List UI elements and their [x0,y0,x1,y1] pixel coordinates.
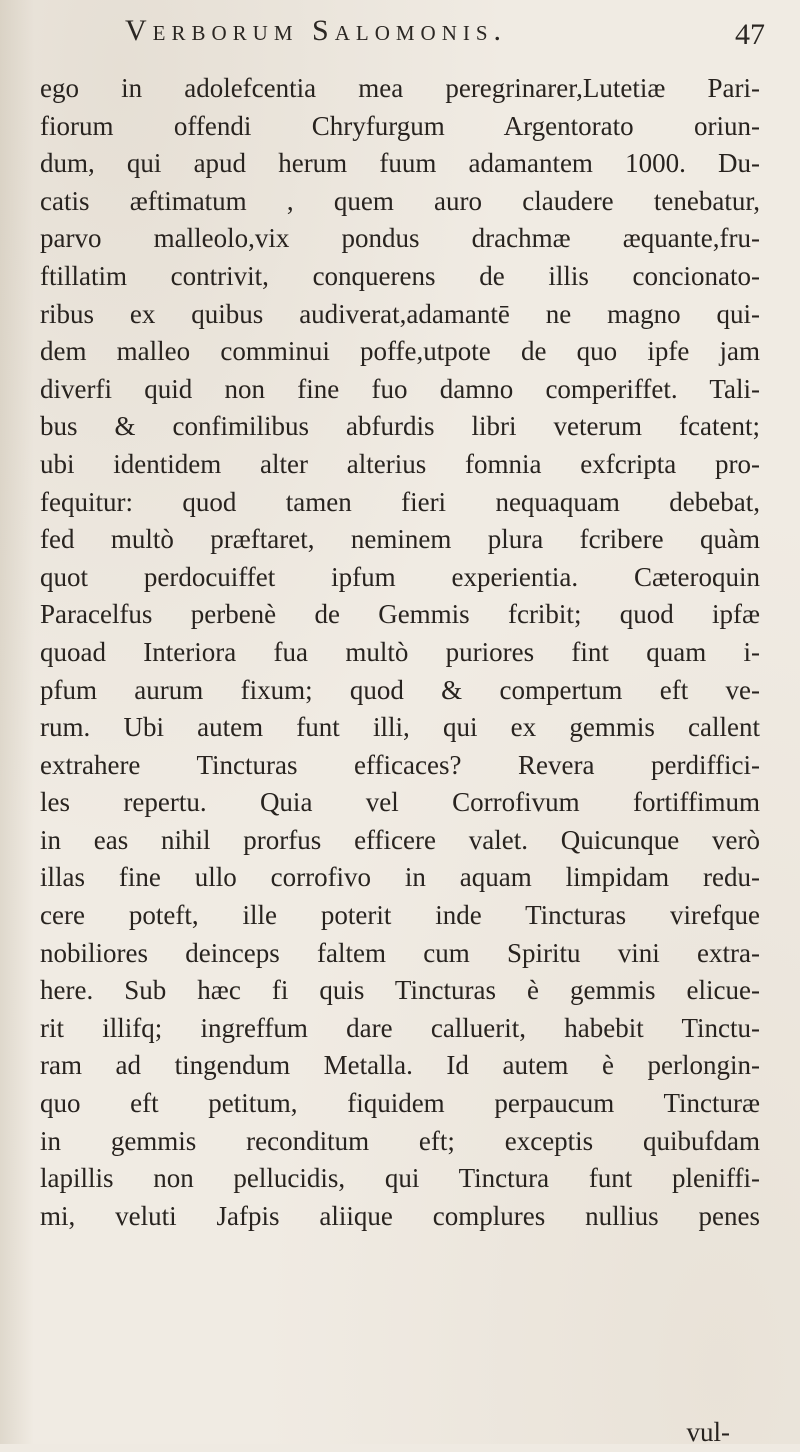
text-line: extrahere Tincturas efficaces? Revera perdiffici- [40,749,760,780]
text-line: quo eft petitum, fiquidem perpaucum Tincturæ [40,1088,760,1119]
gutter-shadow [0,0,34,1444]
text-line: fequitur: quod tamen fieri nequaquam debebat, [40,486,760,517]
text-line: cere poteft, ille poterit inde Tincturas virefque [40,900,760,931]
text-line: quot perdocuiffet ipfum experientia. Cæteroquin [40,561,760,592]
running-head: Verborum Salomonis. [125,14,508,47]
text-line: fed multò præftaret, neminem plura fcribere quàm [40,524,760,555]
page-header [125,14,765,62]
text-line: rit illifq; ingreffum dare calluerit, habebit Tinctu- [40,1012,760,1043]
page-number: 47 [735,18,765,51]
text-line: bus & confimilibus abfurdis libri veterum fcatent; [40,411,760,442]
text-line: in gemmis reconditum eft; exceptis quibufdam [40,1125,760,1156]
text-line: catis æftimatum , quem auro claudere tenebatur, [40,185,760,216]
text-line: les repertu. Quia vel Corrofivum fortiffimum [40,787,760,818]
text-line: ram ad tingendum Metalla. Id autem è perlongin- [40,1050,760,1081]
text-line: ubi identidem alter alterius fomnia exfcripta pro- [40,448,760,479]
text-line: nobiliores deinceps faltem cum Spiritu vini extra- [40,937,760,968]
text-line: illas fine ullo corrofivo in aquam limpidam redu- [40,862,760,893]
text-line: quoad Interiora fua multò puriores fint quam i- [40,636,760,667]
text-line: pfum aurum fixum; quod & compertum eft ve- [40,674,760,705]
text-line: dem malleo comminui poffe,utpote de quo ipfe jam [40,336,760,367]
text-line: Paracelfus perbenè de Gemmis fcribit; quod ipfæ [40,599,760,630]
text-line: dum, qui apud herum fuum adamantem 1000. Du- [40,148,760,179]
text-line: here. Sub hæc fi quis Tincturas è gemmis elicue- [40,975,760,1006]
catchword: vul- [686,1417,730,1447]
text-line: lapillis non pellucidis, qui Tinctura funt pleniffi- [40,1163,760,1194]
text-line: mi, veluti Jafpis aliique complures nullius penes [40,1200,760,1231]
text-line: diverfi quid non fine fuo damno comperiffet. Tali- [40,373,760,404]
body-text [40,70,760,1235]
text-line: ftillatim contrivit, conquerens de illis concionato- [40,260,760,291]
text-line: ego in adolefcentia mea peregrinarer,Lutetiæ Pari- [40,73,760,103]
text-line: fiorum offendi Chryfurgum Argentorato oriun- [40,110,760,141]
text-line: rum. Ubi autem funt illi, qui ex gemmis callent [40,712,760,743]
text-line: in eas nihil prorfus efficere valet. Quicunque verò [40,824,760,855]
text-line: ribus ex quibus audiverat,adamantē ne magno qui- [40,298,760,329]
text-line: parvo malleolo,vix pondus drachmæ æquante,fru- [40,223,760,254]
